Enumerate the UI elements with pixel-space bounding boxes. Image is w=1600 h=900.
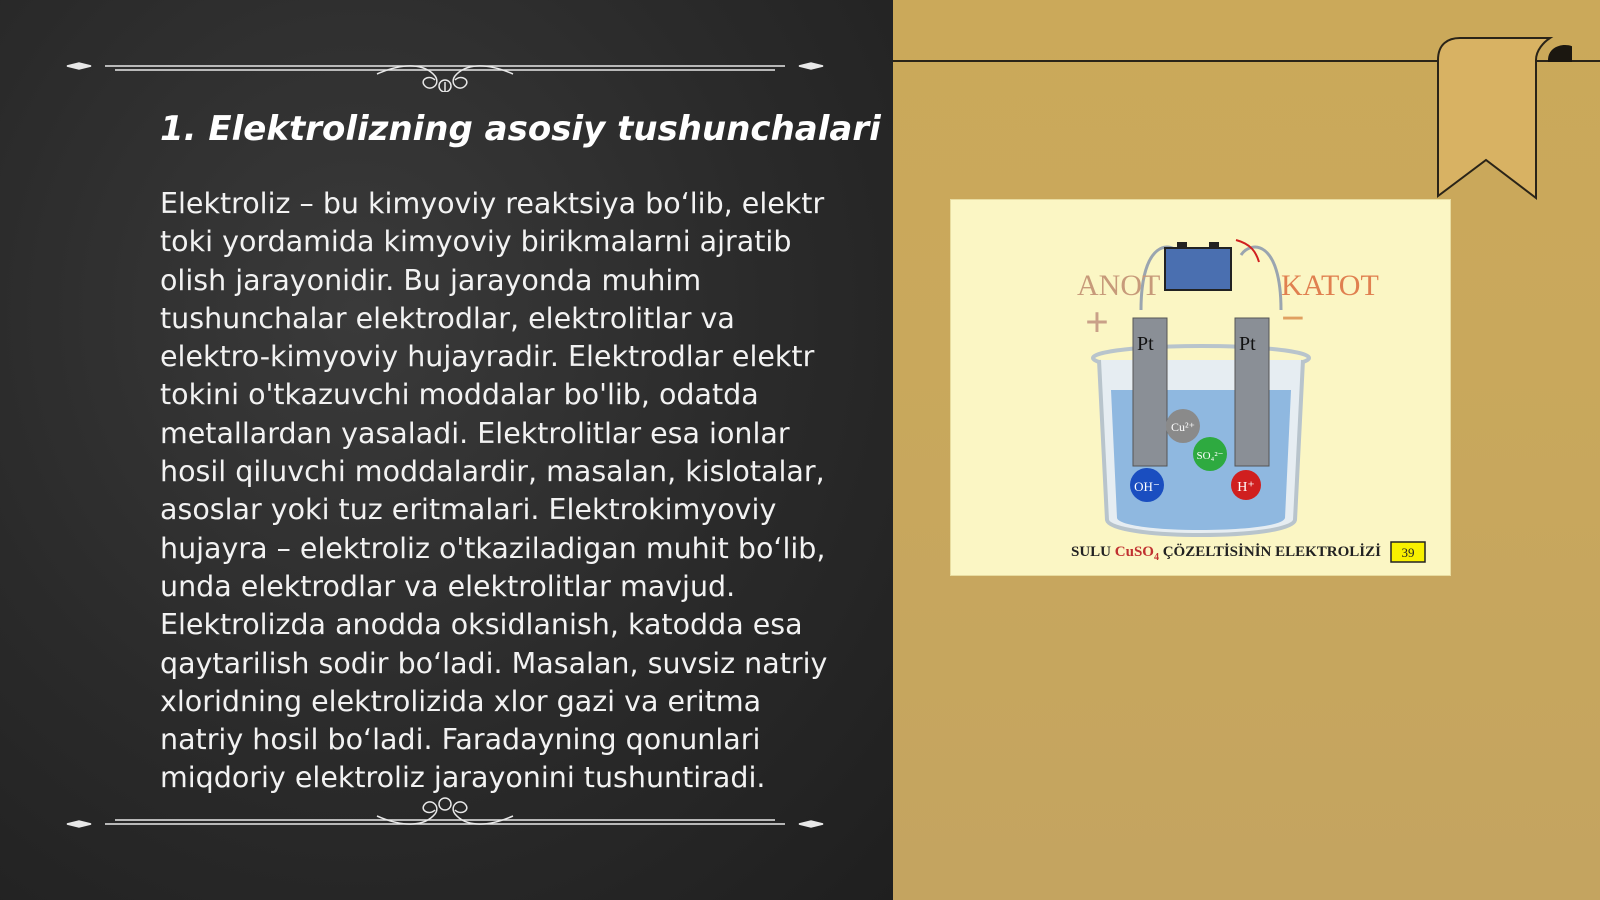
caption-subscript: 4 xyxy=(1153,552,1159,563)
slide-body-text: Elektroliz – bu kimyoviy reaktsiya boʻlib, elektr toki yordamida kimyoviy birikmalarni ajratib olish jarayonidir. Bu jarayonda muhim tushunchalar elektrodlar, elektrolitlar va elektro-kimyoviy hujayradir. Elektrodlar elektr tokini o'tkazuvchi moddalar bo'lib, odatda metallardan yasaladi. Elektrolitlar esa ionlar hosil qiluvchi moddalardir, masalan, kislotalar, asoslar yoki tuz eritmalari. Elektrokimyoviy hujayra – elektroliz o'tkaziladigan muhit boʻlib, unda elektrodlar va elektrolitlar mavjud. Elektrolizda anodda oksidlanish, katodda esa qaytarilish sodir boʻladi. Masalan, suvsiz natriy xloridning elektrolizida xlor gazi va eritma natriy hosil boʻladi. Faradayning qonunlari miqdoriy elektroliz jarayonini tushuntiradi. xyxy=(160,187,828,795)
cathode-label: KATOT xyxy=(1281,269,1379,302)
minus-sign: − xyxy=(1281,296,1305,342)
electrolysis-figure xyxy=(951,200,1450,575)
bookmark-ribbon-icon xyxy=(1432,36,1572,201)
battery-terminal xyxy=(1209,242,1219,249)
electrode-right-label: Pt xyxy=(1239,333,1256,355)
slide-title: 1. Elektrolizning asosiy tushunchalari xyxy=(160,109,881,149)
top-ornament-divider xyxy=(65,42,825,92)
caption-prefix: SULU xyxy=(1071,544,1115,560)
electrode-left-label: Pt xyxy=(1137,333,1154,355)
battery-terminal xyxy=(1177,242,1187,249)
caption-formula: CuSO xyxy=(1114,544,1154,560)
ion-oh-label: OH⁻ xyxy=(1134,479,1160,494)
figure-caption xyxy=(1071,543,1381,563)
electrolysis-diagram xyxy=(951,200,1450,575)
battery-icon xyxy=(1165,248,1231,290)
ion-so4-label: SO₄²⁻ xyxy=(1196,450,1224,462)
caption-suffix: ÇÖZELTİSİNİN ELEKTROLİZİ xyxy=(1158,544,1381,560)
anode-label: ANOT xyxy=(1077,269,1161,302)
bottom-ornament-divider xyxy=(65,786,825,836)
current-arrow-icon xyxy=(1236,240,1259,262)
plus-sign: + xyxy=(1085,300,1109,346)
page-number: 39 xyxy=(1401,545,1415,560)
ion-h-label: H⁺ xyxy=(1237,480,1255,495)
ion-cu-label: Cu²⁺ xyxy=(1171,420,1195,434)
